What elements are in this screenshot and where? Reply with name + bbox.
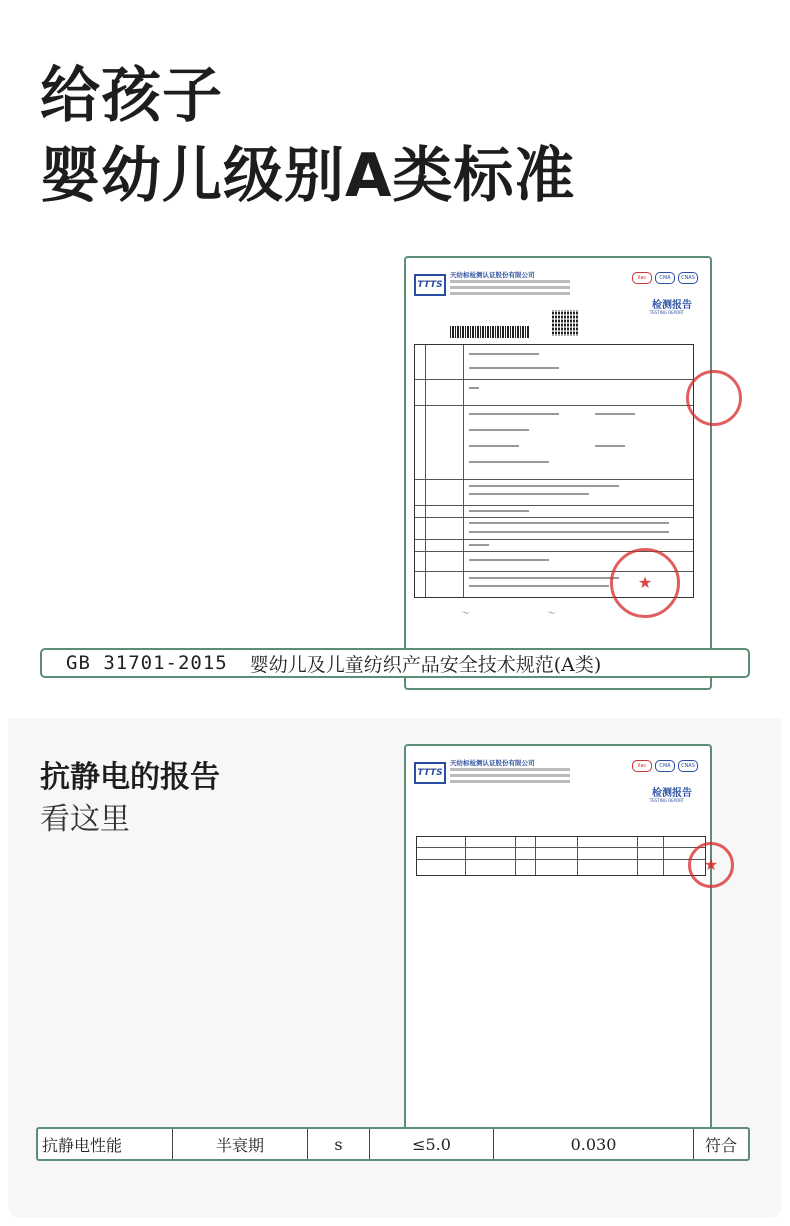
- cnas-mark-icon: CNAS: [678, 272, 698, 284]
- report-result-table: [416, 836, 706, 876]
- result-unit: s: [308, 1129, 370, 1159]
- report-header-lines: [450, 768, 570, 786]
- ttts-logo: TTTS: [414, 762, 446, 784]
- result-requirement: ≤5.0: [370, 1129, 494, 1159]
- standard-name: 婴幼儿及儿童纺织产品安全技术规范(A类): [249, 653, 602, 676]
- cnas-mark-icon: CNAS: [678, 760, 698, 772]
- report-company: 天纺标检测认证股份有限公司: [450, 271, 535, 279]
- result-value: 0.030: [494, 1129, 694, 1159]
- report-subtitle: TESTING REPORT: [649, 310, 684, 315]
- accreditation-marks: [632, 760, 698, 772]
- report-subtitle: TESTING REPORT: [649, 798, 684, 803]
- report-title: 检测报告: [652, 788, 692, 799]
- result-item: 抗静电性能: [38, 1129, 173, 1159]
- seal-star-icon: ★: [637, 573, 653, 592]
- official-seal-icon: [688, 842, 734, 888]
- test-report-image-1: [404, 256, 712, 690]
- report-header-lines: [450, 280, 570, 298]
- ilac-mark-icon: ilac: [632, 760, 652, 772]
- signature-1: 〜: [460, 609, 470, 619]
- report-title: 检测报告: [652, 300, 692, 311]
- ttts-logo: TTTS: [414, 274, 446, 296]
- standard-code: GB 31701-2015: [66, 652, 228, 674]
- signature-2: 〜: [546, 609, 556, 619]
- report-company: 天纺标检测认证股份有限公司: [450, 759, 535, 767]
- standard-banner: [40, 648, 750, 678]
- result-parameter: 半衰期: [173, 1129, 308, 1159]
- antistatic-result-row: [36, 1127, 750, 1161]
- result-verdict: 符合: [704, 1135, 737, 1155]
- qr-code-icon: [552, 310, 578, 336]
- section-subheading: 看这里: [40, 802, 130, 837]
- official-seal-icon: [610, 548, 680, 618]
- seal-star-icon: ★: [703, 855, 719, 874]
- accreditation-marks: [632, 272, 698, 284]
- official-seal-icon: [686, 370, 742, 426]
- headline-line-2: 婴幼儿级别A类标准: [40, 141, 576, 211]
- cma-mark-icon: CMA: [655, 760, 675, 772]
- headline-line-1: 给孩子: [40, 61, 223, 131]
- cma-mark-icon: CMA: [655, 272, 675, 284]
- barcode-icon: [450, 326, 530, 338]
- test-report-image-2: [404, 744, 719, 1138]
- section-heading: 抗静电的报告: [40, 760, 220, 795]
- ilac-mark-icon: ilac: [632, 272, 652, 284]
